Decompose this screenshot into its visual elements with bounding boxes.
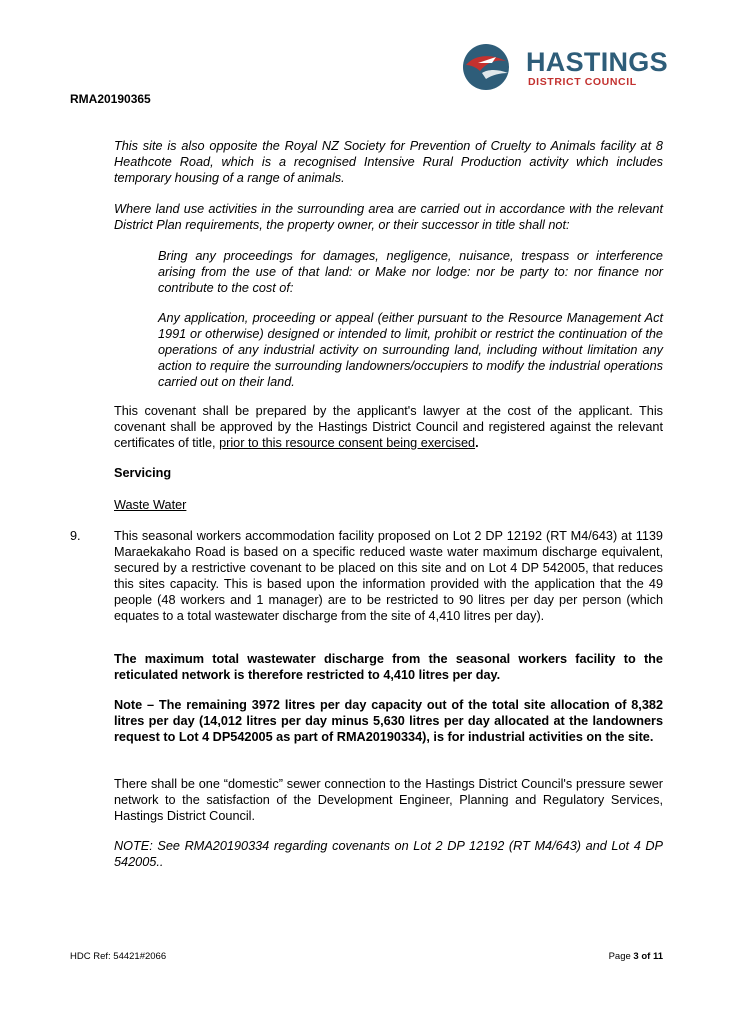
logo-title: HASTINGS: [526, 47, 668, 77]
footer-hdc-ref: HDC Ref: 54421#2066: [70, 951, 167, 962]
paragraph-application: Any application, proceeding or appeal (either pursuant to the Resource Management Act 1991 or otherwise) designed or intended to limit, prohibit or restrict the continuation of the operations of any industrial activity on surrounding land, including without limitation any action to require the surrounding landowners/occupiers to modify the industrial operations carried out on their land.: [158, 311, 663, 389]
paragraph-land-use: Where land use activities in the surrounding area are carried out in accordance with the relevant District Plan requirements, the property owner, or their successor in title shall not:: [114, 202, 663, 232]
page-total: 11: [652, 951, 663, 962]
council-logo: [456, 43, 666, 91]
paragraph-covenant-note: NOTE: See RMA20190334 regarding covenants on Lot 2 DP 12192 (RT M4/643) and Lot 4 DP 542005..: [114, 839, 663, 869]
paragraph-sewer: There shall be one “domestic” sewer connection to the Hastings District Council's pressure sewer network to the satisfaction of the Development Engineer, Planning and Regulatory Services, Hastings District Council.: [114, 777, 663, 823]
document-reference: RMA20190365: [70, 92, 151, 106]
heading-servicing: Servicing: [114, 466, 172, 480]
logo-subtitle: DISTRICT COUNCIL: [528, 76, 637, 88]
paragraph-facility: This seasonal workers accommodation facility proposed on Lot 2 DP 12192 (RT M4/643) at 1139 Maraekakaho Road is based on a specific reduced waste water maximum discharge equivalent, secured by a restrictive covenant to be placed on this site and on Lot 4 DP 542005, that reduces this sites capacity. This is based upon the information provided with the application that the 49 people (48 workers and 1 manager) are to be restricted to 90 litres per day per person (which equates to a total wastewater discharge from the site of 4,410 litres per day).: [114, 529, 663, 623]
footer-page-number: [609, 951, 663, 962]
covenant-text: This covenant shall be prepared by the applicant's lawyer at the cost of the applicant. This covenant shall be approved by the Hastings District Council and registered against the relevant certificates of title,: [114, 404, 663, 450]
page-prefix: Page: [608, 951, 634, 962]
covenant-condition: prior to this resource consent being exercised: [219, 436, 476, 450]
heading-waste-water: Waste Water: [114, 498, 187, 512]
item-number: 9.: [70, 529, 81, 543]
paragraph-proceedings: Bring any proceedings for damages, negligence, nuisance, trespass or interference arising from the use of that land: or Make nor lodge: nor be party to: nor finance nor contribute to the cost of:: [158, 249, 663, 295]
page-of: of: [638, 951, 653, 962]
paragraph-note: Note – The remaining 3972 litres per day capacity out of the total site allocation of 8,382 litres per day (14,012 litres per day minus 5,630 litres per day allocated at the landowners request to Lot 4 DP542005 as part of RMA20190334), is for industrial activities on the site.: [114, 698, 663, 744]
page-current: 3: [633, 951, 639, 962]
paragraph-covenant: [114, 403, 663, 451]
covenant-end: .: [475, 436, 479, 450]
paragraph-rspca: This site is also opposite the Royal NZ Society for Prevention of Cruelty to Animals facility at 8 Heathcote Road, which is a recognised Intensive Rural Production activity which includes temporary housing of a range of animals.: [114, 139, 663, 185]
paragraph-max-discharge: The maximum total wastewater discharge from the seasonal workers facility to the reticulated network is therefore restricted to 4,410 litres per day.: [114, 652, 663, 682]
logo-icon: [456, 43, 518, 91]
